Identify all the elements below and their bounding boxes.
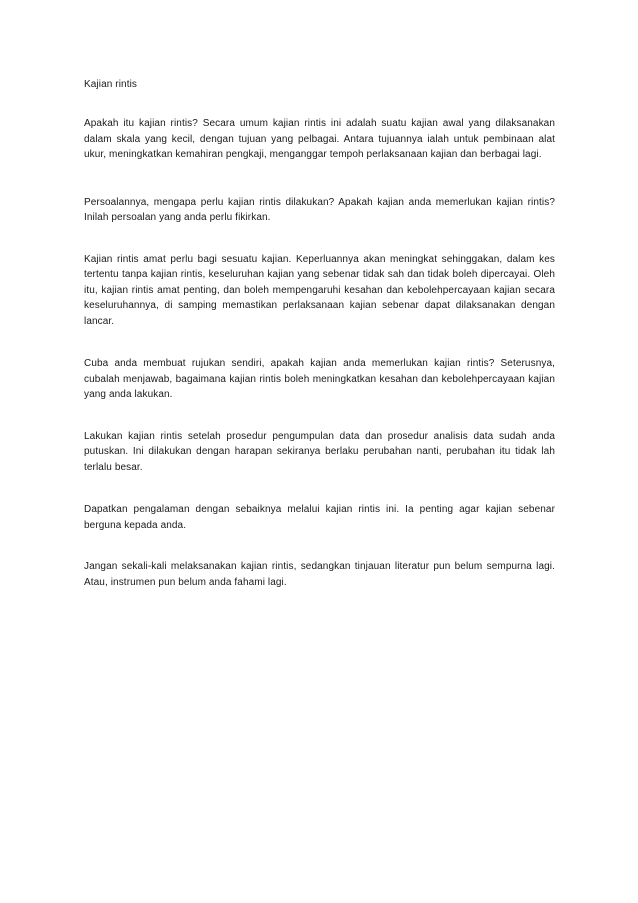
document-body <box>84 76 555 615</box>
paragraph-rujukan-sendiri: Cuba anda membuat rujukan sendiri, apakah kajian anda memerlukan kajian rintis? Seterusnya, cubalah menjawab, bagaimana kajian rintis boleh meningkatkan kesahan dan kebolehpercayaan kajian yang anda lakukan. <box>84 358 555 400</box>
paragraph-dapatkan-pengalaman: Dapatkan pengalaman dengan sebaiknya melalui kajian rintis ini. Ia penting agar kajian sebenar berguna kepada anda. <box>84 504 555 531</box>
paragraph-persoalan: Persoalannya, mengapa perlu kajian rintis dilakukan? Apakah kajian anda memerlukan kajian rintis? Inilah persoalan yang anda perlu fikirkan. <box>84 196 555 223</box>
document-title: Kajian rintis <box>84 79 137 90</box>
paragraph-lakukan-kajian: Lakukan kajian rintis setelah prosedur pengumpulan data dan prosedur analisis data sudah anda putuskan. Ini dilakukan dengan harapan sekiranya berlaku perubahan nanti, perubahan itu tidak lah terlalu besar. <box>84 430 555 473</box>
paragraph-keperluan: Kajian rintis amat perlu bagi sesuatu kajian. Keperluannya akan meningkat sehinggakan, dalam kes tertentu tanpa kajian rintis, keseluruhan kajian yang sebenar tidak sah dan tidak boleh dipercayai. Oleh itu, kajian rintis amat penting, dan boleh mempengaruhi kesahan dan kebolehpercayaan kajian secara keseluruhannya, di samping memastikan perlaksanaan kajian sebenar dapat dilaksanakan dengan lancar. <box>84 253 555 327</box>
paragraph-apakah-kajian-rintis: Apakah itu kajian rintis? Secara umum kajian rintis ini adalah suatu kajian awal yang dilaksanakan dalam skala yang kecil, dengan tujuan yang pelbagai. Antara tujuannya ialah untuk pembinaan alat ukur, meningkatkan kemahiran pengkaji, menganggar tempoh perlaksanaan kajian dan berbagai lagi. <box>84 118 555 160</box>
paragraph-jangan-sekali-kali: Jangan sekali-kali melaksanakan kajian rintis, sedangkan tinjauan literatur pun belum sempurna lagi. Atau, instrumen pun belum anda fahami lagi. <box>84 561 555 588</box>
